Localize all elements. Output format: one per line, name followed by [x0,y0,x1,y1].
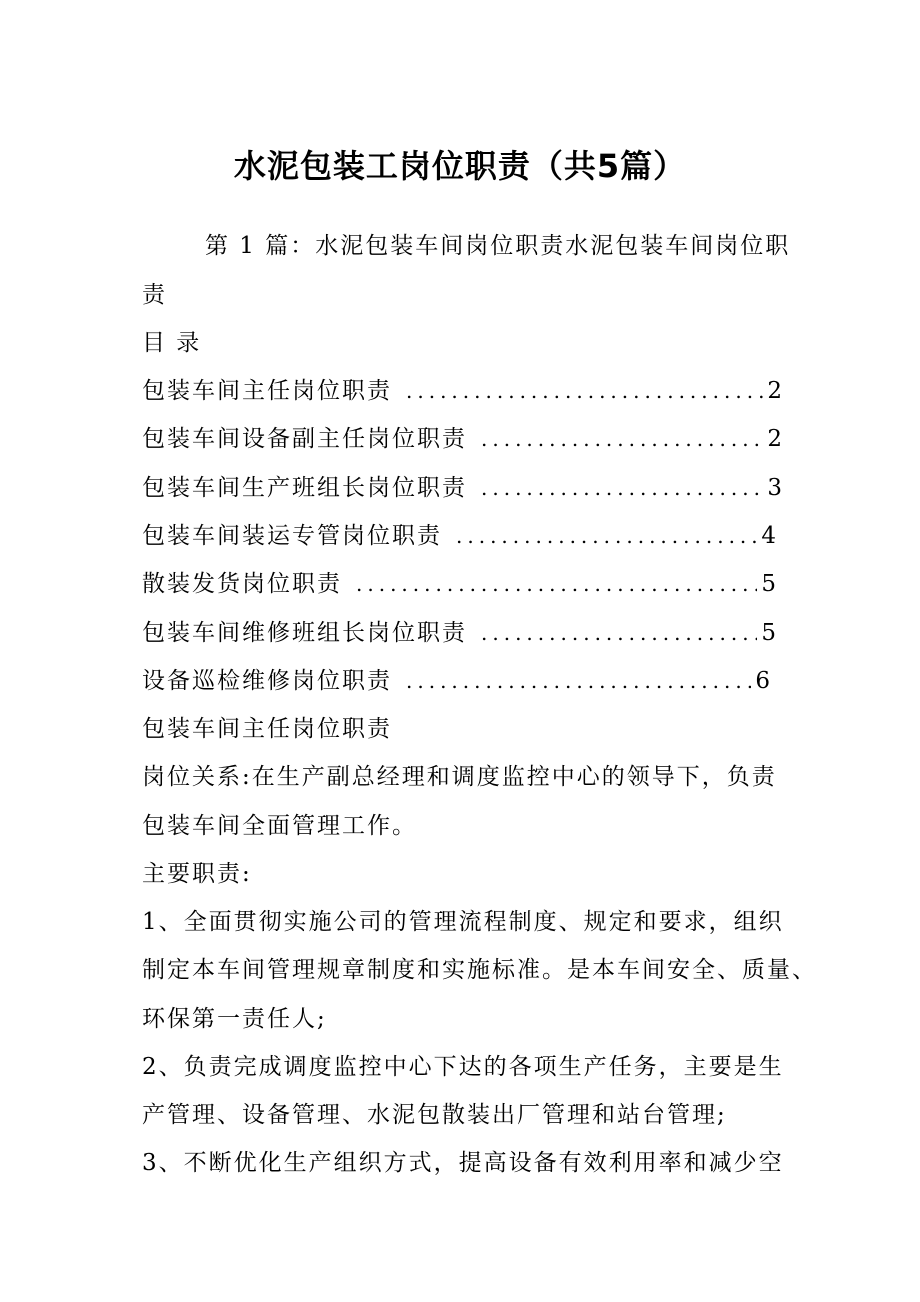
duties-heading: 主要职责: [142,861,252,887]
toc-entry-page: 2 [767,378,782,404]
toc-leader-dots [356,567,757,601]
paragraph-line: 岗位关系:在生产副总经理和调度监控中心的领导下，负责 [142,764,777,790]
toc-entry [142,664,770,698]
intro-line: 第 1 篇：水泥包装车间岗位职责水泥包装车间岗位职 [205,233,791,259]
paragraph-line: 制定本车间管理规章制度和实施标准。是本车间安全、质量、 [142,957,817,983]
toc-entry-label: 包装车间装运专管岗位职责 [142,523,442,549]
document-title: 水泥包装工岗位职责（共5篇） [233,147,687,185]
section-title: 包装车间主任岗位职责 [142,716,392,742]
paragraph-line: 1、全面贯彻实施公司的管理流程制度、规定和要求，组织 [142,909,784,935]
toc-entry-label: 包装车间主任岗位职责 [142,378,392,404]
toc-entry-label: 散装发货岗位职责 [142,571,342,597]
toc-entry-label: 设备巡检维修岗位职责 [142,668,392,694]
intro-line: 责 [142,282,167,308]
toc-entry [142,422,782,456]
toc-entry [142,519,776,553]
toc-leader-dots [481,422,763,456]
toc-heading: 目 录 [142,330,202,356]
paragraph-line: 产管理、设备管理、水泥包散装出厂管理和站台管理; [142,1102,727,1128]
paragraph-line: 包装车间全面管理工作。 [142,813,417,839]
toc-entry-page: 6 [755,668,770,694]
toc-entry [142,616,776,650]
toc-entry-page: 5 [761,571,776,597]
toc-leader-dots [481,616,757,650]
paragraph-line: 环保第一责任人; [142,1006,327,1032]
toc-leader-dots [406,664,751,698]
toc-entry-page: 5 [761,620,776,646]
toc-entry [142,567,776,601]
toc-entry-label: 包装车间生产班组长岗位职责 [142,475,467,501]
toc-leader-dots [456,519,757,553]
toc-entry-page: 2 [767,426,782,452]
toc-entry-label: 包装车间设备副主任岗位职责 [142,426,467,452]
toc-entry [142,374,782,408]
toc-entry-page: 4 [761,523,776,549]
toc-leader-dots [406,374,763,408]
paragraph-line: 3、不断优化生产组织方式，提高设备有效利用率和减少空 [142,1150,784,1176]
toc-entry-page: 3 [767,475,782,501]
toc-entry [142,471,782,505]
toc-leader-dots [481,471,763,505]
toc-entry-label: 包装车间维修班组长岗位职责 [142,620,467,646]
paragraph-line: 2、负责完成调度监控中心下达的各项生产任务，主要是生 [142,1054,784,1080]
